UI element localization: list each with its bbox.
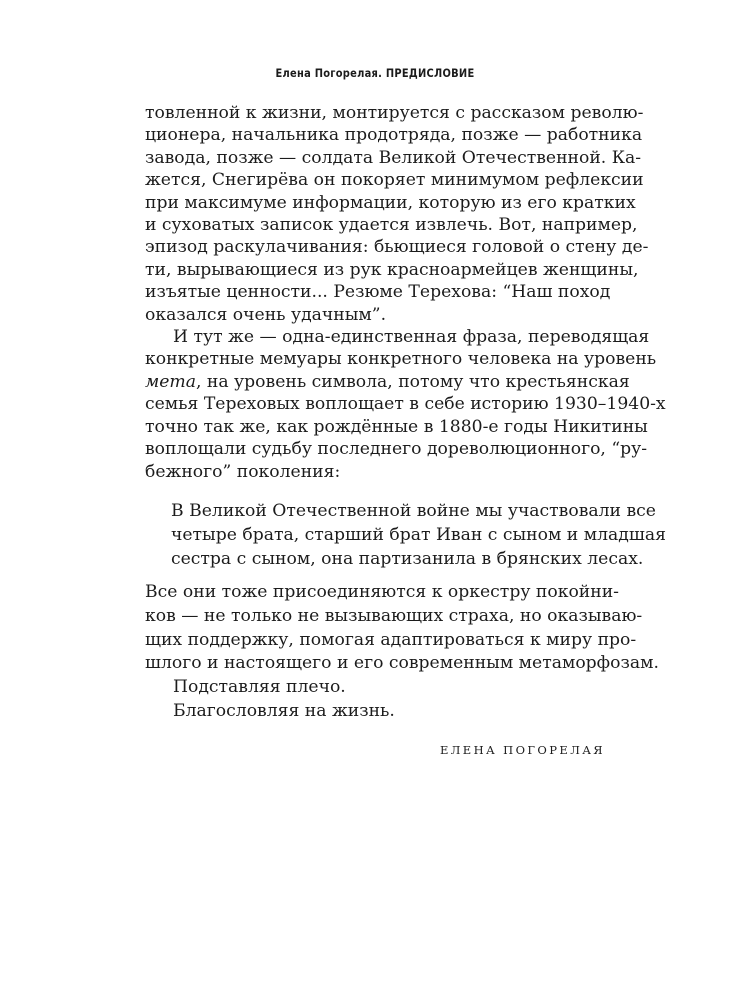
quote-line: В Великой Отечественной войне мы участвовали все xyxy=(171,501,656,521)
text-line: ционера, начальника продотряда, позже — работника xyxy=(145,125,643,146)
quote-line: сестра с сыном, она партизанила в брянских лесах. xyxy=(171,549,644,569)
text-line: товленной к жизни, монтируется с рассказом револю- xyxy=(145,103,644,123)
quote-line: четыре брата, старший брат Иван с сыном и младшая xyxy=(171,525,666,545)
text-line xyxy=(145,371,630,393)
text-line: конкретные мемуары конкретного человека на уровень xyxy=(145,349,657,370)
italic-term: мета xyxy=(145,371,196,392)
text-line: Благословляя на жизнь. xyxy=(173,700,395,721)
text-line: воплощали судьбу последнего дореволюционного, “ру- xyxy=(145,439,648,460)
text-line: ти, вырывающиеся из рук красноармейцев женщины, xyxy=(145,259,639,280)
body-text-top xyxy=(145,102,666,483)
text-line: Подставляя плечо. xyxy=(173,677,346,698)
text-line: щих поддержку, помогая адаптироваться к миру про- xyxy=(145,629,637,650)
text-line: эпизод раскулачивания: бьющиеся головой о стену де- xyxy=(145,237,649,258)
block-quote xyxy=(171,499,666,571)
text-line: изъятые ценности... Резюме Терехова: “Наш поход xyxy=(145,282,611,303)
text-line: и суховатых записок удается извлечь. Вот, например, xyxy=(145,215,638,236)
running-header: Елена Погорелая. ПРЕДИСЛОВИЕ xyxy=(275,66,475,80)
body-text-bottom xyxy=(145,581,659,724)
text-line: Все они тоже присоединяются к оркестру покойни- xyxy=(145,582,619,602)
text-line: И тут же — одна-единственная фраза, переводящая xyxy=(173,327,650,348)
author-signature: ЕЛЕНА ПОГОРЕЛАЯ xyxy=(439,743,605,757)
text-line: оказался очень удачным”. xyxy=(145,304,387,325)
text-fragment: , на уровень символа, потому что крестьянская xyxy=(195,371,630,392)
text-line: ков — не только не вызывающих страха, но оказываю- xyxy=(145,605,643,626)
text-line: семья Тереховых воплощает в себе историю 1930–1940-х xyxy=(145,394,666,415)
text-line: при максимуме информации, которую из его кратких xyxy=(145,192,636,213)
text-line: завода, позже — солдата Великой Отечественной. Ка- xyxy=(145,147,642,168)
text-line: жется, Снегирёва он покоряет минимумом рефлексии xyxy=(145,170,644,191)
text-line: точно так же, как рождённые в 1880-е годы Никитины xyxy=(145,416,648,437)
text-line: бежного” поколения: xyxy=(145,461,341,482)
text-line: шлого и настоящего и его современным метаморфозам. xyxy=(145,653,659,674)
